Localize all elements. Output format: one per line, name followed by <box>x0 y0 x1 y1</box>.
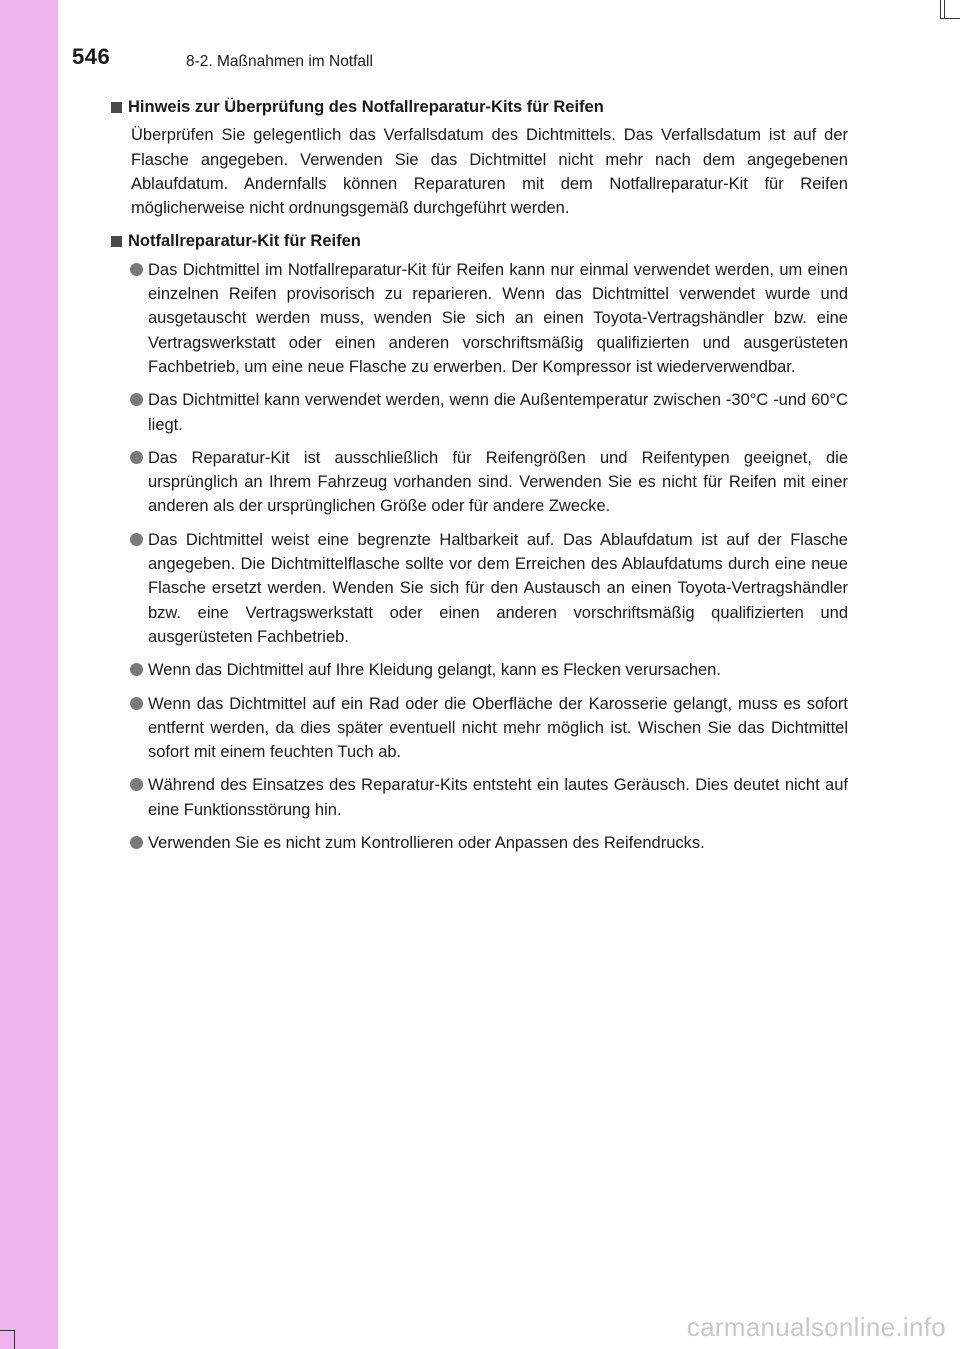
page-number: 546 <box>72 44 111 69</box>
crop-mark <box>944 0 945 18</box>
section-paragraph: Überprüfen Sie gelegentlich das Verfallsdatum des Dichtmittels. Das Verfallsdatum ist auf der Flasche angegeben. Verwenden Sie das Dichtmittel nicht mehr nach dem angegebenen Ablaufdatum. Andernfalls können Reparaturen mit dem Notfallreparatur-Kit für Reifen möglicherweise nicht ordnungsgemäß durchgeführt werden. <box>131 126 848 218</box>
list-item-text: Wenn das Dichtmittel auf ein Rad oder die Oberfläche der Karosserie gelangt, muss es sofort entfernt werden, da dies später eventuell nicht mehr möglich ist. Wischen Sie das Dichtmittel sofort mit einem feuchten Tuch ab. <box>148 694 848 762</box>
list-item <box>130 388 848 437</box>
sidebar-band <box>0 0 58 1349</box>
list-item <box>130 446 848 519</box>
section-repair-kit <box>111 229 848 855</box>
page-content <box>111 95 848 864</box>
bullet-list <box>130 258 848 856</box>
watermark-link[interactable]: carmanualsonline.info <box>686 1312 946 1342</box>
square-bullet-icon <box>111 236 122 247</box>
list-item-text: Während des Einsatzes des Reparatur-Kits entsteht ein lautes Geräusch. Dies deutet nicht auf eine Funktionsstörung hin. <box>148 776 848 819</box>
list-item <box>130 831 848 855</box>
square-bullet-icon <box>111 102 122 113</box>
circle-bullet-icon <box>130 451 143 464</box>
list-item <box>130 692 848 765</box>
section-heading-text: Notfallreparatur-Kit für Reifen <box>128 232 361 251</box>
circle-bullet-icon <box>130 393 143 406</box>
circle-bullet-icon <box>130 778 143 791</box>
section-heading <box>111 229 848 253</box>
list-item-text: Das Reparatur-Kit ist ausschließlich für Reifengrößen und Reifentypen geeignet, die ursprünglich an Ihrem Fahrzeug vorhanden sind. Verwenden Sie es nicht für Reifen mit einer anderen als der ursprünglichen Größe oder für andere Zwecke. <box>148 448 848 516</box>
list-item <box>130 528 848 649</box>
list-item-text: Verwenden Sie es nicht zum Kontrollieren oder Anpassen des Reifendrucks. <box>148 834 705 853</box>
section-heading-text: Hinweis zur Überprüfung des Notfallreparatur-Kits für Reifen <box>128 98 604 116</box>
crop-mark <box>940 18 960 19</box>
circle-bullet-icon <box>130 663 143 676</box>
list-item-text: Das Dichtmittel im Notfallreparatur-Kit für Reifen kann nur einmal verwendet werden, um einen einzelnen Reifen provisorisch zu reparieren. Wenn das Dichtmittel verwendet wurde und ausgetauscht werden muss, wenden Sie sich an einen Toyota-Vertragshändler bzw. eine Vertragswerkstatt oder einen anderen vorschriftsmäßig qualifizierten und ausgerüsteten Fachbetrieb, um eine neue Flasche zu erwerben. Der Kompressor ist wiederverwendbar. <box>148 260 848 376</box>
crop-mark <box>0 1330 14 1331</box>
circle-bullet-icon <box>130 263 143 276</box>
section-heading <box>111 95 848 119</box>
list-item-text: Das Dichtmittel kann verwendet werden, wenn die Außentemperatur zwischen -30°C -und 60°C liegt. <box>148 391 848 434</box>
chapter-title: 8-2. Maßnahmen im Notfall <box>186 53 373 70</box>
list-item <box>130 258 848 379</box>
list-item-text: Das Dichtmittel weist eine begrenzte Haltbarkeit auf. Das Ablaufdatum ist auf der Flasche angegeben. Die Dichtmittelflasche sollte vor dem Erreichen des Ablaufdatums durch eine neue Flasche ersetzt werden. Wenden Sie sich für den Austausch an einen Toyota-Vertragshändler bzw. eine Vertragswerkstatt oder einen anderen vorschriftsmäßig qualifizierten und ausgerüsteten Fachbetrieb. <box>148 530 848 646</box>
circle-bullet-icon <box>130 697 143 710</box>
crop-mark <box>14 1330 15 1349</box>
list-item <box>130 773 848 822</box>
crop-mark <box>940 0 941 18</box>
circle-bullet-icon <box>130 836 143 849</box>
list-item <box>130 658 848 682</box>
section-kit-check <box>111 95 848 220</box>
list-item-text: Wenn das Dichtmittel auf Ihre Kleidung gelangt, kann es Flecken verursachen. <box>148 661 721 680</box>
circle-bullet-icon <box>130 533 143 546</box>
